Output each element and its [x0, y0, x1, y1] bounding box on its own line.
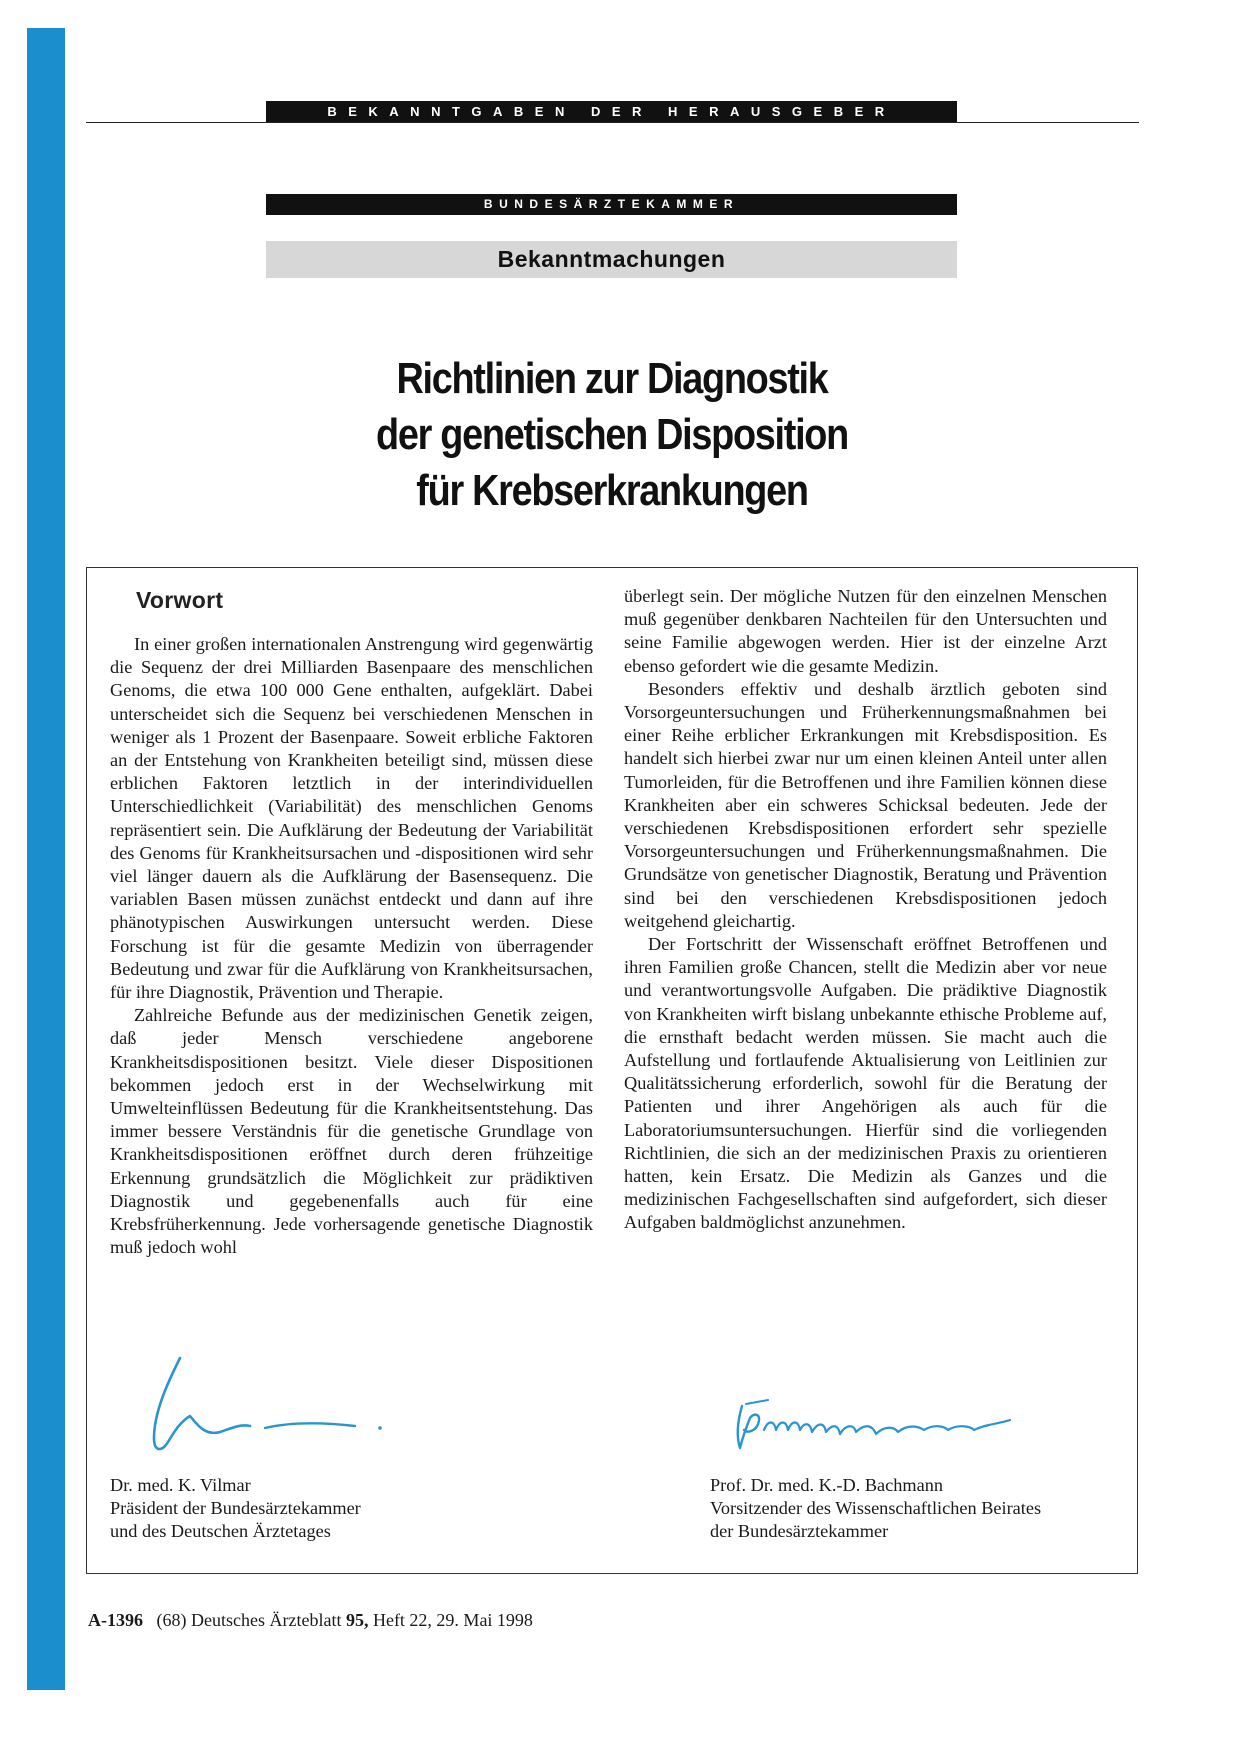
- preface-heading: Vorwort: [136, 587, 224, 613]
- paragraph: Besonders effektiv und deshalb ärztlich geboten sind Vorsorgeuntersuchungen und Früherkennungsmaßnahmen bei einer Reihe erblicher Erkrankungen mit Krebsdisposition. Es handelt sich hierbei zwar nur um einen kleinen Anteil unter allen Tumorleiden, für die Betroffenen und ihre Familien können diese Krankheiten aber ein schweres Schicksal bedeuten. Jede der verschiedenen Krebsdispositionen erfordert sehr spezielle Vorsorgeuntersuchungen und Früherkennungsmaßnahmen. Die Grundsätze von genetischer Diagnostik, Beratung und Prävention sind bei den verschiedenen Krebsdispositionen jedoch weitgehend gleichartig.: [624, 678, 1107, 931]
- signer-role: Präsident der Bundesärztekammer: [110, 1497, 361, 1518]
- title-line-3: für Krebserkrankungen: [416, 466, 808, 515]
- signer-role: Vorsitzender des Wissenschaftlichen Beirates: [710, 1497, 1042, 1518]
- side-color-bar: [27, 28, 65, 1690]
- header-rule: [86, 122, 1139, 123]
- title-line-1: Richtlinien zur Diagnostik: [396, 354, 828, 403]
- signature-bachmann: [728, 1390, 1058, 1460]
- preface-right-column: [624, 585, 1107, 1235]
- signer-name: Dr. med. K. Vilmar: [110, 1475, 251, 1495]
- journal-name: Deutsches Ärzteblatt: [191, 1610, 342, 1630]
- series-banner: BEKANNTGABEN DER HERAUSGEBER: [266, 101, 957, 122]
- page-number: (68): [156, 1610, 187, 1630]
- signer-role: der Bundesärztekammer: [710, 1520, 889, 1541]
- signer-left: [110, 1474, 361, 1542]
- issue-date: Heft 22, 29. Mai 1998: [372, 1610, 533, 1630]
- page-footer: [88, 1610, 533, 1631]
- signer-right: [710, 1474, 1041, 1542]
- organization-banner: BUNDESÄRZTEKAMMER: [266, 194, 957, 215]
- signer-role: und des Deutschen Ärztetages: [110, 1520, 331, 1541]
- article-title: [215, 351, 1010, 519]
- page-id: A-1396: [88, 1610, 143, 1630]
- preface-left-column: [110, 633, 593, 1259]
- paragraph: Der Fortschritt der Wissenschaft eröffnet Betroffenen und ihren Familien große Chancen, stellt die Medizin aber vor neue und verantwortungsvolle Aufgaben. Die prädiktive Diagnostik von Krankheiten wirft bislang unbekannte ethische Probleme auf, die ernsthaft bedacht werden müssen. Sie macht auch die Aufstellung und fortlaufende Aktualisierung von Leitlinien zur Qualitätssicherung erforderlich, sowohl für die Beratung der Patienten und ihrer Angehörigen als auch für die Laboratoriumsuntersuchungen. Hierfür sind die vorliegenden Richtlinien, die sich an der medizinischen Praxis zu orientieren hatten, kein Ersatz. Die Medizin als Ganzes und die medizinischen Fachgesellschaften sind aufgefordert, sich dieser Aufgaben baldmöglichst anzunehmen.: [624, 934, 1107, 1233]
- paragraph: überlegt sein. Der mögliche Nutzen für den einzelnen Menschen muß gegenüber denkbaren Nachteilen für den Untersuchten und seine Familie abgewogen werden. Hier ist der einzelne Arzt ebenso gefordert wie die gesamte Medizin.: [624, 586, 1107, 676]
- section-label: Bekanntmachungen: [266, 241, 957, 278]
- signer-name: Prof. Dr. med. K.-D. Bachmann: [710, 1475, 944, 1495]
- title-line-2: der genetischen Disposition: [376, 410, 848, 459]
- volume: 95,: [345, 1610, 369, 1630]
- paragraph: In einer großen internationalen Anstrengung wird gegenwärtig die Sequenz der drei Milliarden Basenpaare des menschlichen Genoms, die etwa 100 000 Gene enthalten, aufgeklärt. Dabei unterscheidet sich die Sequenz bei verschiedenen Menschen in weniger als 1 Prozent der Basenpaare. Soweit erbliche Faktoren an der Entstehung von Krankheiten beteiligt sind, müssen diese erblichen Faktoren letztlich in der interindividuellen Unterschiedlichkeit (Variabilität) des menschlichen Genoms repräsentiert sein. Die Aufklärung der Bedeutung der Variabilität des Genoms für Krankheitsursachen und -dispositionen wird sehr viel länger dauern als die Aufklärung der Basensequenz. Die variablen Basen müssen zunächst entdeckt und dann auf ihre phänotypischen Auswirkungen untersucht werden. Diese Forschung ist für die gesamte Medizin von überragender Bedeutung und zwar für die Aufklärung von Krankheitsursachen, für ihre Diagnostik, Prävention und Therapie.: [110, 634, 593, 1003]
- paragraph: Zahlreiche Befunde aus der medizinischen Genetik zeigen, daß jeder Mensch verschiedene angeborene Krankheitsdispositionen besitzt. Viele dieser Dispositionen bekommen jedoch erst in der Wechselwirkung mit Umwelteinflüssen Bedeutung für die Krankheitsentstehung. Das immer bessere Verständnis für die genetische Grundlage von Krankheitsdispositionen eröffnet durch deren frühzeitige Erkennung grundsätzlich die Möglichkeit zur prädiktiven Diagnostik und gegebenenfalls auch für eine Krebsfrüherkennung. Jede vorhersagende genetische Diagnostik muß jedoch wohl: [110, 1005, 593, 1258]
- signature-vilmar: [140, 1352, 400, 1462]
